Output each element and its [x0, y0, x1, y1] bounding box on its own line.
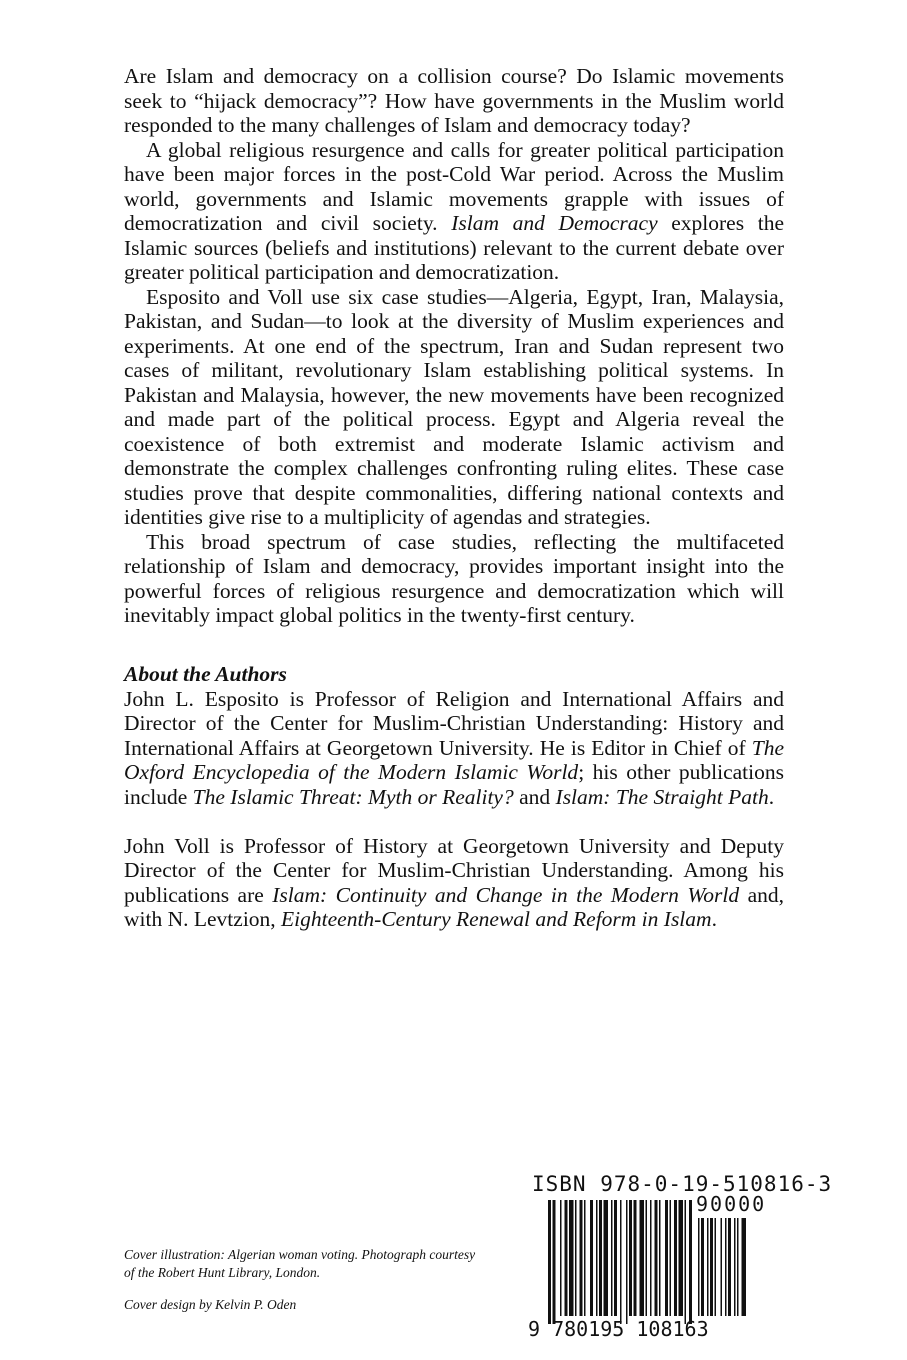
barcode-bar [604, 1200, 609, 1316]
barcode-bar [679, 1200, 684, 1316]
barcode-bar [742, 1218, 747, 1316]
esposito-title-1: The Oxford Encyclopedia of the Modern Islamic World [124, 735, 784, 784]
voll-bio-text-3: . [711, 907, 717, 931]
voll-title-2: Eighteenth-Century Renewal and Reform in Islam [281, 907, 712, 931]
blurb-paragraph-2 [124, 138, 784, 285]
barcode-bar [611, 1200, 613, 1316]
barcode-bar [710, 1218, 713, 1316]
ean-number: 9 780195 108163 [528, 1317, 709, 1341]
price-addon-code: 90000 [696, 1192, 767, 1216]
book-title: Islam and Democracy [451, 211, 658, 235]
blurb-paragraph-4: This broad spectrum of case studies, reflecting the multifaceted relationship of Islam and democracy, provides important insight into the powerful forces of religious resurgence and democratization which will inevitably impact global politics in the twenty-first century. [124, 529, 784, 627]
barcode-bar [548, 1200, 551, 1324]
isbn-barcode [528, 1172, 833, 1342]
barcode-bar [575, 1200, 577, 1316]
barcode-bar [553, 1200, 556, 1324]
voll-bio-text-2: and, with N. Levtzion, [124, 882, 785, 931]
voll-bio-text: John Voll is Professor of History at Georgetown University and Deputy Director of the Center for Muslim-Christian Understanding. Among his publications are [124, 833, 784, 907]
barcode-bar [689, 1200, 692, 1324]
barcode-bar [650, 1200, 652, 1316]
esposito-bio-text-2: ; his other publications include [124, 760, 784, 809]
barcode-bar [707, 1218, 709, 1316]
barcode-bar [655, 1200, 658, 1316]
barcode-bar [560, 1200, 562, 1316]
barcode-bar [698, 1218, 700, 1316]
esposito-bio-text-4: . [768, 784, 775, 809]
barcode-bar [596, 1200, 598, 1316]
back-cover-blurb [124, 64, 784, 628]
barcode-bar [728, 1218, 731, 1316]
barcode-bar [670, 1200, 672, 1316]
barcode-bar [737, 1218, 739, 1316]
barcode-bar [634, 1200, 637, 1316]
about-the-authors [124, 662, 784, 932]
barcode-bar [565, 1200, 568, 1316]
barcode-bar [640, 1200, 645, 1316]
barcode-bar [725, 1218, 727, 1316]
barcode-bar [584, 1200, 586, 1316]
cover-credits [124, 1246, 484, 1314]
barcode-bar [620, 1200, 622, 1324]
barcode-bar [685, 1200, 687, 1324]
cover-illustration-credit: Cover illustration: Algerian woman voting. Photograph courtesy of the Robert Hunt Library, London. [124, 1247, 476, 1280]
esposito-bio-text-3: and [513, 784, 556, 809]
esposito-bio-text: John L. Esposito is Professor of Religion and International Affairs and Director of the Center for Muslim-Christian Understanding: History and International Affairs at Georgetown University. He is Editor in Chief of [124, 686, 784, 760]
barcode-bar [626, 1200, 628, 1324]
isbn-number: ISBN 978-0-19-510816-3 [532, 1172, 833, 1196]
barcode-bar [614, 1200, 617, 1316]
barcode-bar [599, 1200, 602, 1316]
barcode-bar [734, 1218, 736, 1316]
voll-title-1: Islam: Continuity and Change in the Modern World [272, 882, 740, 907]
cover-design-credit: Cover design by Kelvin P. Oden [124, 1297, 297, 1312]
blurb-paragraph-1: Are Islam and democracy on a collision course? Do Islamic movements seek to “hijack democracy”? How have governments in the Muslim world responded to the many challenges of Islam and democracy today? [124, 64, 784, 137]
barcode-bar [590, 1200, 593, 1316]
voll-bio [124, 834, 784, 932]
blurb-paragraph-2-text: A global religious resurgence and calls for greater political participation have been major forces in the post-Cold War period. Across the Muslim world, governments and Islamic movements grapple with issues of democratization and civil society. [124, 137, 784, 235]
esposito-bio [124, 687, 784, 810]
esposito-title-2: The Islamic Threat: Myth or Reality? [192, 784, 514, 809]
about-heading: About the Authors [124, 662, 287, 686]
barcode-bar [674, 1200, 677, 1316]
barcode-bar [701, 1218, 704, 1316]
barcode-bar [629, 1200, 632, 1316]
esposito-title-3: Islam: The Straight Path [555, 784, 769, 809]
barcode-bar [721, 1218, 723, 1316]
blurb-paragraph-2-text-end: explores the Islamic sources (beliefs and institutions) relevant to the current debate over greater political participation and democratization. [124, 211, 784, 284]
barcode-bar [665, 1200, 668, 1316]
barcode-bar [659, 1200, 661, 1316]
blurb-paragraph-3: Esposito and Voll use six case studies—Algeria, Egypt, Iran, Malaysia, Pakistan, and Sudan—to look at the diversity of Muslim experiences and experiments. At one end of the spectrum, Iran and Sudan represent two cases of militant, revolutionary Islam establishing political systems. In Pakistan and Malaysia, however, the new movements have been recognized and made part of the political process. Egypt and Algeria reveal the coexistence of both extremist and moderate Islamic activism and demonstrate the complex challenges confronting ruling elites. These case studies prove that despite commonalities, differing national contexts and identities give rise to a multiplicity of agendas and strategies. [124, 284, 784, 529]
barcode-bar [715, 1218, 717, 1316]
barcode-bar [646, 1200, 648, 1316]
barcode-bar [580, 1200, 583, 1316]
barcode-bar [569, 1200, 574, 1316]
